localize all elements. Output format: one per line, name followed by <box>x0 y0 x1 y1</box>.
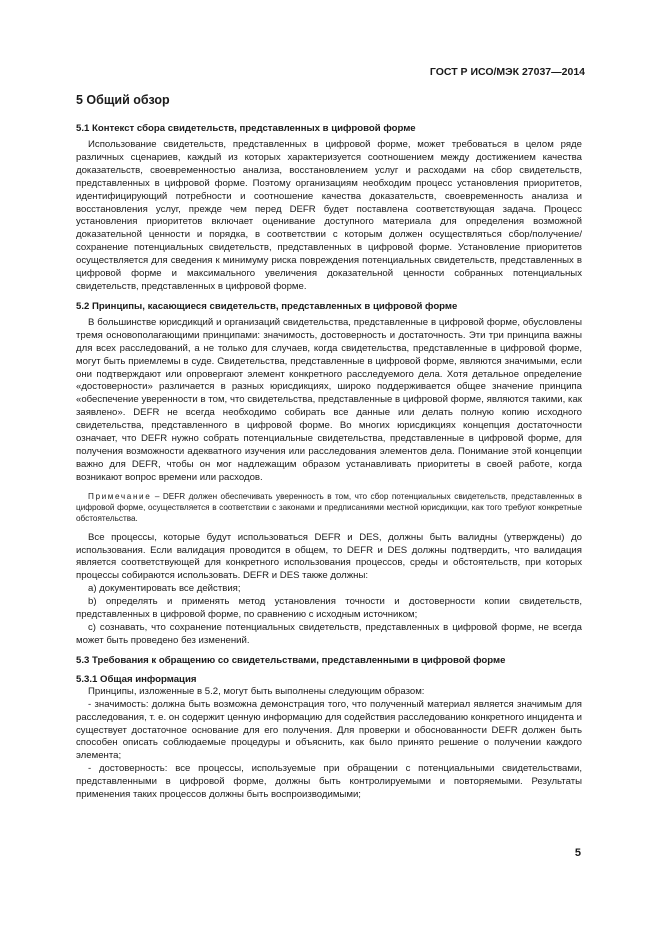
section-title: 5 Общий обзор <box>76 93 170 107</box>
section-5-2-title: 5.2 Принципы, касающиеся свидетельств, представленных в цифровой форме <box>76 300 458 312</box>
note <box>76 491 582 524</box>
note-label: Примечание <box>88 491 152 501</box>
section-5-3-title: 5.3 Требования к обращению со свидетельствами, представленными в цифровой форме <box>76 654 506 666</box>
list-item: b) определять и применять метод установления точности и достоверности копии свидетельств, представленных в цифровой форме, по сравнению с исходным источником; <box>76 596 582 621</box>
standard-header: ГОСТ Р ИСО/МЭК 27037—2014 <box>429 66 585 78</box>
section-5-1 <box>76 122 582 294</box>
section-5-3-1-title: 5.3.1 Общая информация <box>76 673 197 685</box>
page-number: 5 <box>574 847 581 859</box>
paragraph: В большинстве юрисдикций и организаций свидетельства, представленные в цифровой форме, обусловлены тремя основополагающими принципами: значимость, достоверность и достаточность. Эти три принципа важны для всех расследований, а не только для случаев, когда свидетельства, представленные в цифровой форме, могут быть приемлемы в суде. Свидетельства, представленные в цифровой форме, являются значимыми, если они подтверждают или опровергают элемент конкретного расследуемого дела. Хотя детальное определение «достоверности» различается в разных юрисдикциях, широко поддерживается общее значение принципа «обеспечение уверенности в том, что свидетельства, представленные в цифровой форме, являются такими, как заявлено». DEFR не всегда необходимо собирать все данные или делать полную копию исходного свидетельства, представленного в цифровой форме. Во многих юрисдикциях концепция достаточности означает, что DEFR нужно собрать потенциальные свидетельства, представленные в цифровой форме, для получения возможности адекватного изучения или расследования элементов дела. Понимание этой концепции важно для DEFR, чтобы он мог надлежащим образом устанавливать приоритеты в своей работе, когда возникают вопрос времени или расходов. <box>76 316 582 483</box>
list-item: а) документировать все действия; <box>88 583 241 595</box>
note-text: – DEFR должен обеспечивать уверенность в том, что сбор потенциальных свидетельств, представленных в цифровой форме, осуществляется в соответствии с законами и предписаниями местной юрисдикции, как того требуют конкретные обстоятельства. <box>76 491 582 523</box>
list-item: - значимость: должна быть возможна демонстрация того, что полученный материал является значимым для расследования, т. е. он содержит ценную информацию для содействия расследованию конкретного инцидента и существует достаточное основание для его получения. Для проверки и обоснованности DEFR должен быть способен описать соблюдаемые процедуры и объяснить, как было принято решение о получении каждого элемента; <box>76 698 582 762</box>
paragraph: Принципы, изложенные в 5.2, могут быть выполнены следующим образом: <box>88 685 425 697</box>
section-5-3 <box>76 654 582 802</box>
section-5-2 <box>76 300 582 648</box>
paragraph: Использование свидетельств, представленных в цифровой форме, может требоваться в целом ряде различных сценариев, каждый из которых характеризуется соотношением между достижением качества доказательств, своевременностью анализа, восстановлением услуг и расходами на сбор свидетельств, представленных в цифровой форме. Поэтому организациям необходим процесс установления приоритетов, идентифицирующий потребности и соотношение качества доказательств, своевременность анализа и восстановления услуг, прежде чем перед DEFR будет поставлена соответствующая задача. Процесс установления приоритетов включает оценивание доступного материала для определения возможной доказательной ценности и порядка, в соответствии с которым должен осуществляться сбор/получение/сохранение потенциальных свидетельств, представленных в цифровой форме. Установление приоритетов осуществляется для сведения к минимуму риска повреждения потенциальных свидетельств, представленных в цифровой форме и максимального увеличения доказательной ценности собранных потенциальных свидетельств, представленных в цифровой форме. <box>76 139 582 292</box>
list-item: с) сознавать, что сохранение потенциальных свидетельств, представленных в цифровой форме, не всегда может быть проведено без изменений. <box>76 622 582 646</box>
paragraph: Все процессы, которые будут использоваться DEFR и DES, должны быть валидны (утверждены) до использования. Если валидация проводится в общем, то DEFR и DES должны подтвердить, что валидация является соответствующей для конкретного использования процессов, среды и обстоятельств, при которых процессы собираются использовать. DEFR и DES также должны: <box>76 531 582 582</box>
list-item: - достоверность: все процессы, используемые при обращении с потенциальными свидетельствами, представленными в цифровой форме, должны быть контролируемыми и повторяемыми. Результаты применения таких процессов должны быть воспроизводимыми; <box>76 763 582 801</box>
section-5-1-title: 5.1 Контекст сбора свидетельств, представленных в цифровой форме <box>76 123 416 134</box>
page-content <box>76 92 582 808</box>
